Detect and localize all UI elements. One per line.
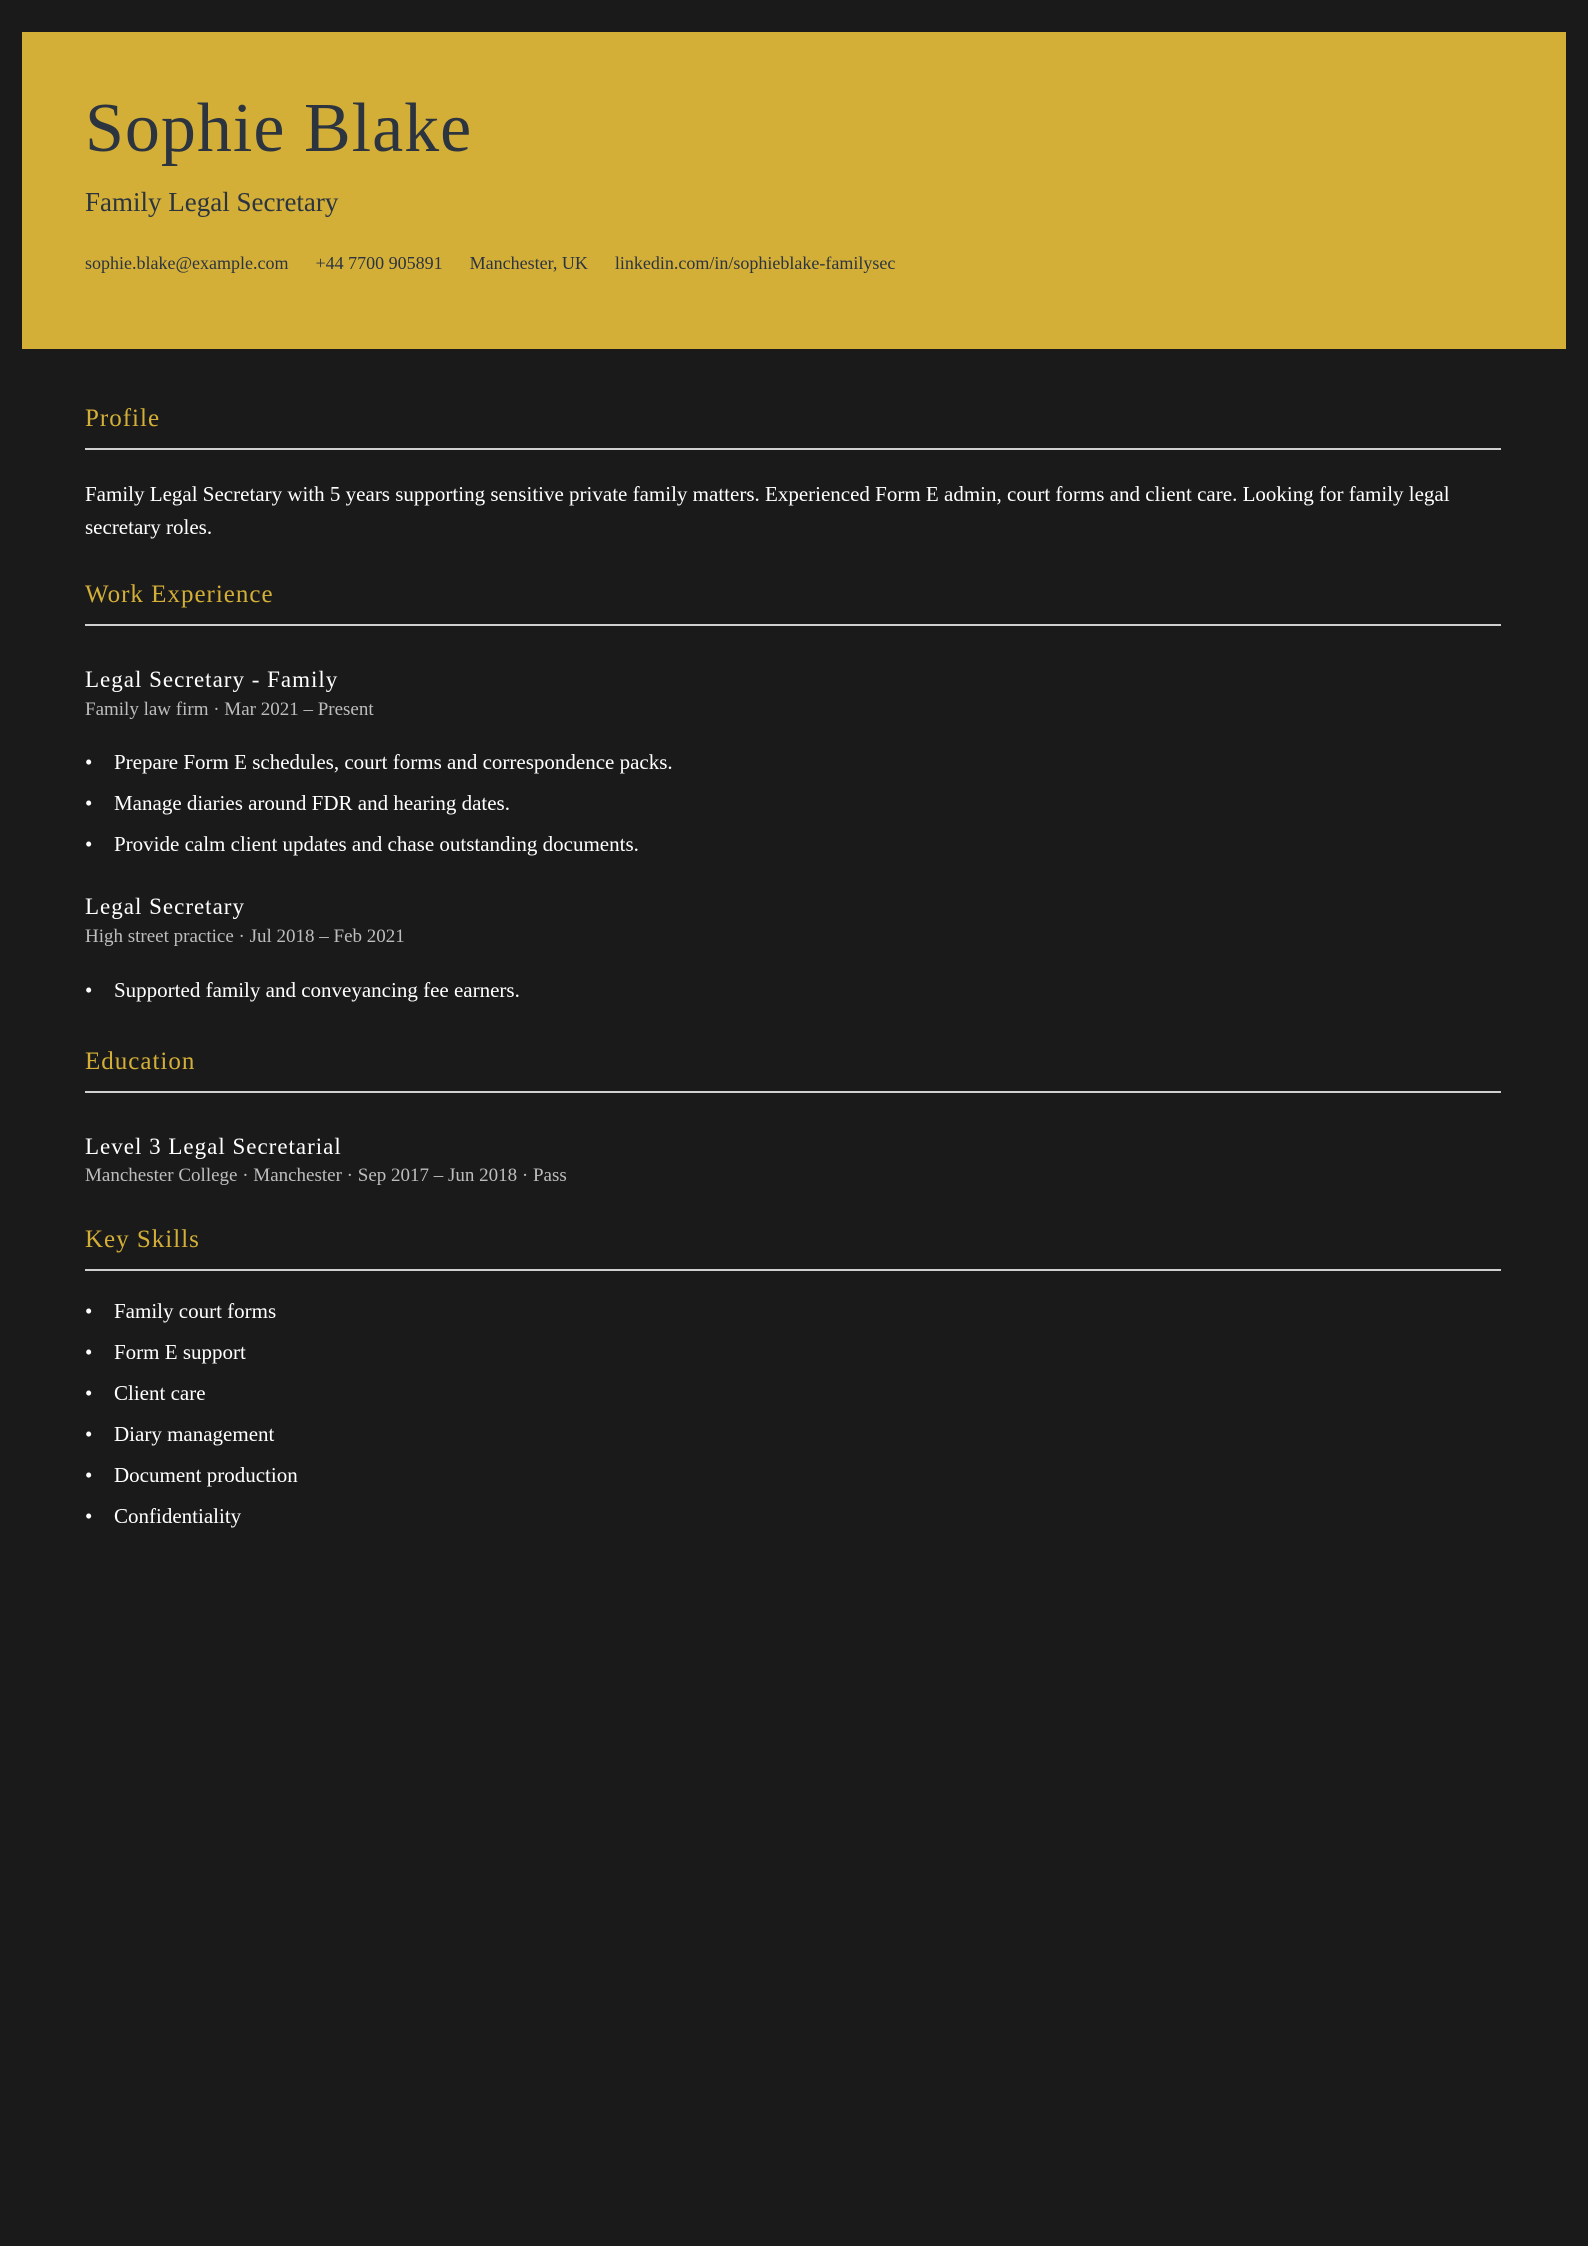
experience-section [85, 580, 1501, 1011]
education-meta: Manchester College · Manchester · Sep 2017 – Jun 2018 · Pass [85, 1165, 567, 1187]
section-divider [85, 624, 1501, 626]
job-bullets [85, 970, 1501, 1011]
job-title: Legal Secretary [85, 894, 245, 920]
contact-email: sophie.blake@example.com [85, 253, 289, 273]
section-divider [85, 448, 1501, 450]
profile-section [85, 404, 1501, 544]
skills-list [85, 1291, 1501, 1537]
skill-item: • Document production [85, 1455, 1501, 1496]
contact-phone: +44 7700 905891 [315, 253, 443, 273]
profile-summary: Family Legal Secretary with 5 years supporting sensitive private family matters. Experienced Form E admin, court forms and client care. Looking for family legal secretary roles. [85, 482, 1450, 539]
job-bullet: • Prepare Form E schedules, court forms and correspondence packs. [85, 742, 1501, 783]
job-bullet: • Supported family and conveyancing fee earners. [85, 970, 1501, 1011]
candidate-title: Family Legal Secretary [85, 187, 339, 217]
resume-content [85, 404, 1501, 1537]
job-entry [85, 666, 1501, 865]
skills-section [85, 1225, 1501, 1537]
job-bullet: • Manage diaries around FDR and hearing dates. [85, 783, 1501, 824]
contact-linkedin: linkedin.com/in/sophieblake-familysec [614, 253, 896, 273]
resume-header [22, 32, 1566, 349]
section-divider [85, 1091, 1501, 1093]
skill-item: • Family court forms [85, 1291, 1501, 1332]
education-entry [85, 1133, 1501, 1189]
contact-location: Manchester, UK [469, 253, 588, 273]
contact-details [85, 253, 895, 274]
job-meta: High street practice · Jul 2018 – Feb 2021 [85, 925, 405, 947]
skill-item: • Client care [85, 1373, 1501, 1414]
candidate-name: Sophie Blake [85, 90, 473, 167]
section-divider [85, 1269, 1501, 1271]
job-title: Legal Secretary - Family [85, 667, 339, 692]
skill-item: • Diary management [85, 1414, 1501, 1455]
section-heading-profile: Profile [85, 405, 161, 432]
education-section [85, 1047, 1501, 1189]
job-bullets [85, 742, 1501, 865]
section-heading-skills: Key Skills [85, 1225, 200, 1253]
job-meta: Family law firm · Mar 2021 – Present [85, 698, 374, 720]
section-heading-education: Education [85, 1047, 196, 1075]
skill-item: • Form E support [85, 1332, 1501, 1373]
skill-item: • Confidentiality [85, 1496, 1501, 1537]
job-bullet: • Provide calm client updates and chase outstanding documents. [85, 824, 1501, 865]
education-title: Level 3 Legal Secretarial [85, 1133, 342, 1159]
job-entry [85, 893, 1501, 1010]
section-heading-experience: Work Experience [85, 581, 274, 608]
